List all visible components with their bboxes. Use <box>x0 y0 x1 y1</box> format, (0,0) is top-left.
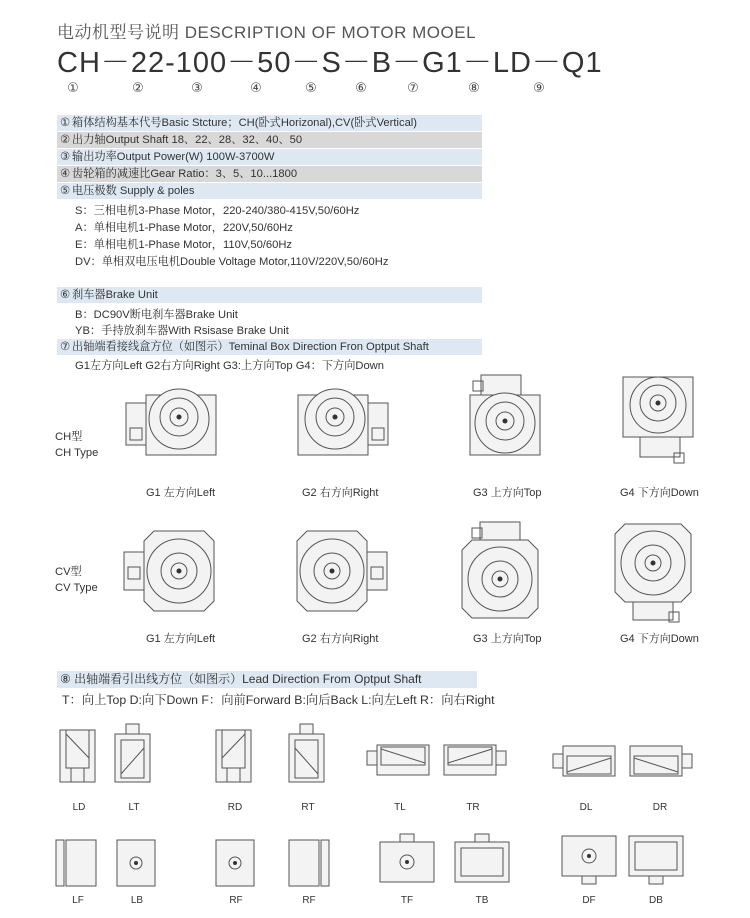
cv-caption-g3: G3 上方向Top <box>473 633 542 645</box>
ch-caption-g2: G2 右方向Right <box>302 487 379 499</box>
lead-label-ld: LD <box>72 802 86 813</box>
lead-tl-drawing <box>367 741 431 777</box>
cv-caption-g2: G2 右方向Right <box>302 633 379 645</box>
code-index: ① <box>67 80 79 95</box>
spec-bar-brake: ⑥ 刹车器Brake Unit <box>57 287 482 303</box>
ch-g2-drawing <box>296 383 391 463</box>
spec-bar-ratio: ④ 齿轮箱的减速比Gear Ratio：3、5、10...1800 <box>57 166 482 182</box>
lead-lt-drawing <box>113 724 153 784</box>
ch-g1-drawing <box>123 383 218 463</box>
lead-label-lb: LB <box>130 895 144 906</box>
brake-option-b: B：DC90V断电刹车器Brake Unit <box>75 309 238 321</box>
cv-type-label: CV型 CV Type <box>55 566 98 594</box>
cv-g2-drawing <box>294 527 389 617</box>
lead-label-tb: TB <box>475 895 489 906</box>
spec-bar-shaft: ② 出力轴Output Shaft 18、22、28、32、40、50 <box>57 132 482 148</box>
lead-label-tf: TF <box>400 895 414 906</box>
lead-tf-drawing <box>378 832 438 886</box>
lead-label-lf: LF <box>72 895 84 906</box>
lead-tb-drawing <box>453 832 513 886</box>
ch-caption-g3: G3 上方向Top <box>473 487 542 499</box>
lead-label-db: DB <box>649 895 663 906</box>
spec-bar-supply: ⑤ 电压极数 Supply & poles <box>57 183 482 199</box>
code-index: ② <box>132 80 144 95</box>
lead-df-drawing <box>560 834 620 888</box>
lead-rf-drawing-2 <box>287 838 331 888</box>
lead-rt-drawing <box>287 724 327 784</box>
lead-label-rd: RD <box>227 802 243 813</box>
code-index: ⑧ <box>468 80 480 95</box>
code-index: ④ <box>250 80 262 95</box>
lead-direction-bar: ⑧ 出轴端看引出线方位（如图示）Lead Direction From Optput Shaft <box>57 671 477 688</box>
lead-lf-drawing <box>56 838 100 888</box>
lead-tr-drawing <box>442 741 506 777</box>
cv-g1-drawing <box>122 527 217 617</box>
supply-option-s: S：三相电机3-Phase Motor，220-240/380-415V,50/60Hz <box>75 205 360 217</box>
ch-caption-g1: G1 左方向Left <box>146 487 216 499</box>
model-code: CH－22-100－50－S－B－G1－LD－Q1 <box>57 47 603 79</box>
lead-label-tl: TL <box>394 802 406 813</box>
code-index: ③ <box>191 80 203 95</box>
lead-label-rf-2: RF <box>302 895 316 906</box>
code-index: ⑥ <box>355 80 367 95</box>
lead-rf-drawing <box>214 838 258 888</box>
ch-caption-g4: G4 下方向Down <box>620 487 699 499</box>
lead-label-dl: DL <box>579 802 593 813</box>
lead-label-dr: DR <box>652 802 668 813</box>
lead-db-drawing <box>627 834 687 888</box>
spec-bar-structure: ① 箱体结构基本代号Basic Stcture；CH(卧式Horizonal),CV(卧式Vertical) <box>57 115 482 131</box>
ch-g4-drawing <box>618 375 698 470</box>
supply-option-dv: DV：单相双电压电机Double Voltage Motor,110V/220V,50/60Hz <box>75 256 389 268</box>
brake-option-yb: YB：手持放刹车器With Rsisase Brake Unit <box>75 325 289 337</box>
cv-caption-g4: G4 下方向Down <box>620 633 699 645</box>
ch-type-label: CH型 CH Type <box>55 431 99 459</box>
page-title: 电动机型号说明 DESCRIPTION OF MOTOR MOOEL <box>57 23 477 42</box>
lead-dl-drawing <box>553 742 617 778</box>
lead-lb-drawing <box>115 838 159 888</box>
code-index: ⑨ <box>533 80 545 95</box>
cv-g4-drawing <box>611 522 696 622</box>
spec-bar-terminal: ⑦ 出轴端看接线盒方位（如图示）Teminal Box Direction Fron Optput Shaft <box>57 339 482 355</box>
lead-ld-drawing <box>58 724 98 784</box>
cv-g3-drawing <box>458 520 543 620</box>
lead-label-tr: TR <box>466 802 480 813</box>
supply-option-a: A：单相电机1-Phase Motor，220V,50/60Hz <box>75 222 293 234</box>
terminal-options: G1左方向Left G2右方向Right G3:上方向Top G4：下方向Down <box>75 360 384 372</box>
code-index: ⑤ <box>305 80 317 95</box>
lead-label-rt: RT <box>301 802 315 813</box>
lead-rd-drawing <box>214 724 254 784</box>
spec-bar-power: ③ 输出功率Output Power(W) 100W-3700W <box>57 149 482 165</box>
lead-label-lt: LT <box>128 802 140 813</box>
lead-direction-options: T：向上Top D:向下Down F：向前Forward B:向后Back L:向左Left R：向右Right <box>62 693 495 707</box>
code-index: ⑦ <box>407 80 419 95</box>
lead-dr-drawing <box>628 742 692 778</box>
lead-label-df: DF <box>582 895 596 906</box>
cv-caption-g1: G1 左方向Left <box>146 633 216 645</box>
ch-g3-drawing <box>465 373 545 468</box>
supply-option-e: E：单相电机1-Phase Motor，110V,50/60Hz <box>75 239 293 251</box>
lead-label-rf: RF <box>229 895 243 906</box>
